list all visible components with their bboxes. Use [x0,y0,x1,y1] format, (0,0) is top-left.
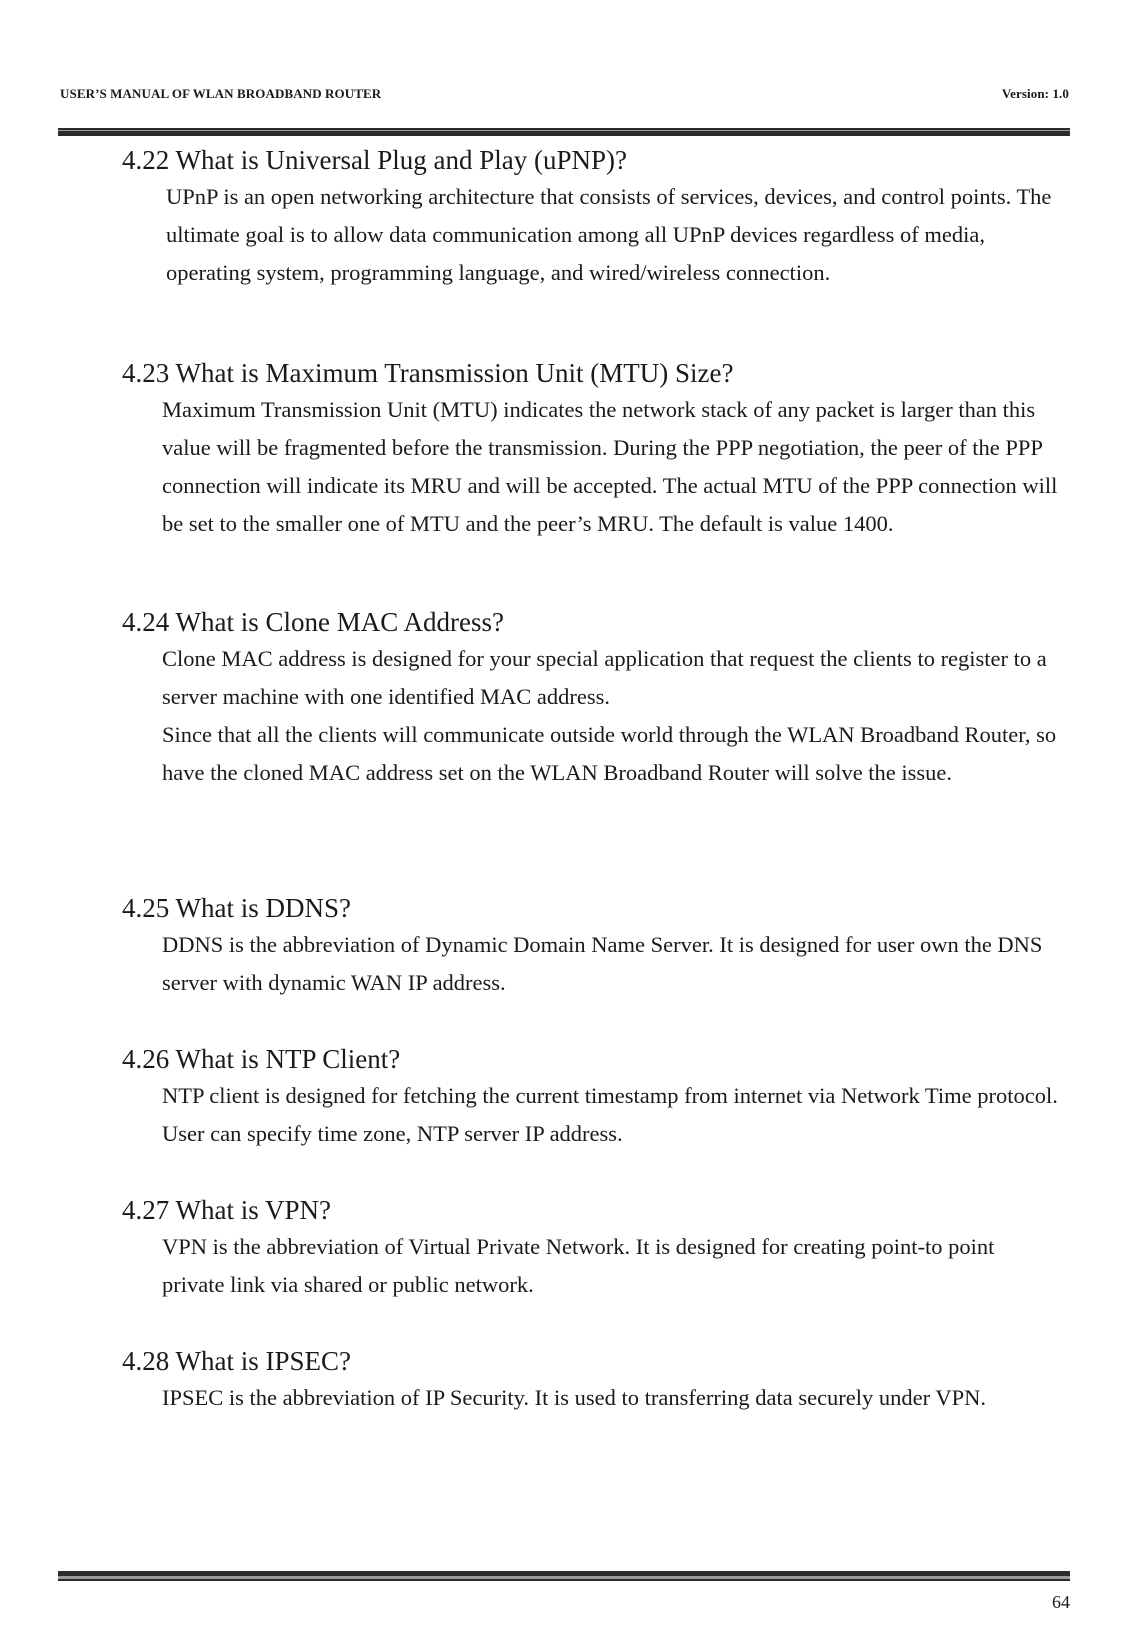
section-heading: 4.24 What is Clone MAC Address? [122,607,504,637]
section-paragraph: IPSEC is the abbreviation of IP Security. It is used to transferring data securely under VPN. [162,1385,986,1410]
section-4-24 [122,604,1062,792]
section-4-22 [122,142,1062,292]
section-paragraph: DDNS is the abbreviation of Dynamic Domain Name Server. It is designed for user own the DNS server with dynamic WAN IP address. [162,932,1043,995]
section-paragraph: NTP client is designed for fetching the current timestamp from internet via Network Time protocol. User can specify time zone, NTP server IP address. [162,1083,1058,1146]
section-4-28 [122,1343,1062,1417]
footer-rule [58,1571,1070,1581]
header-rule [58,128,1070,136]
section-heading: 4.22 What is Universal Plug and Play (uPNP)? [122,145,627,175]
section-paragraph: Maximum Transmission Unit (MTU) indicates the network stack of any packet is larger than this value will be fragmented before the transmission. During the PPP negotiation, the peer of the PPP connection will indicate its MRU and will be accepted. The actual MTU of the PPP connection will be set to the smaller one of MTU and the peer’s MRU. The default is value 1400. [162,397,1058,536]
section-paragraph: Since that all the clients will communicate outside world through the WLAN Broadband Router, so have the cloned MAC address set on the WLAN Broadband Router will solve the issue. [162,722,1057,785]
section-paragraph: VPN is the abbreviation of Virtual Private Network. It is designed for creating point-to point private link via shared or public network. [162,1234,995,1297]
section-paragraph: UPnP is an open networking architecture that consists of services, devices, and control points. The ultimate goal is to allow data communication among all UPnP devices regardless of media, operating system, programming language, and wired/wireless connection. [166,184,1052,285]
manual-title: USER’S MANUAL OF WLAN BROADBAND ROUTER [60,86,382,101]
section-4-23 [122,355,1062,543]
section-heading: 4.27 What is VPN? [122,1195,331,1225]
section-paragraph: Clone MAC address is designed for your special application that request the clients to register to a server machine with one identified MAC address. [162,646,1047,709]
section-heading: 4.25 What is DDNS? [122,893,351,923]
section-heading: 4.26 What is NTP Client? [122,1044,401,1074]
section-heading: 4.23 What is Maximum Transmission Unit (MTU) Size? [122,358,734,388]
section-4-26 [122,1041,1062,1153]
page-number: 64 [1052,1592,1070,1612]
version-label: Version: 1.0 [1001,86,1069,101]
section-4-25 [122,890,1062,1002]
section-4-27 [122,1192,1062,1304]
section-heading: 4.28 What is IPSEC? [122,1346,351,1376]
